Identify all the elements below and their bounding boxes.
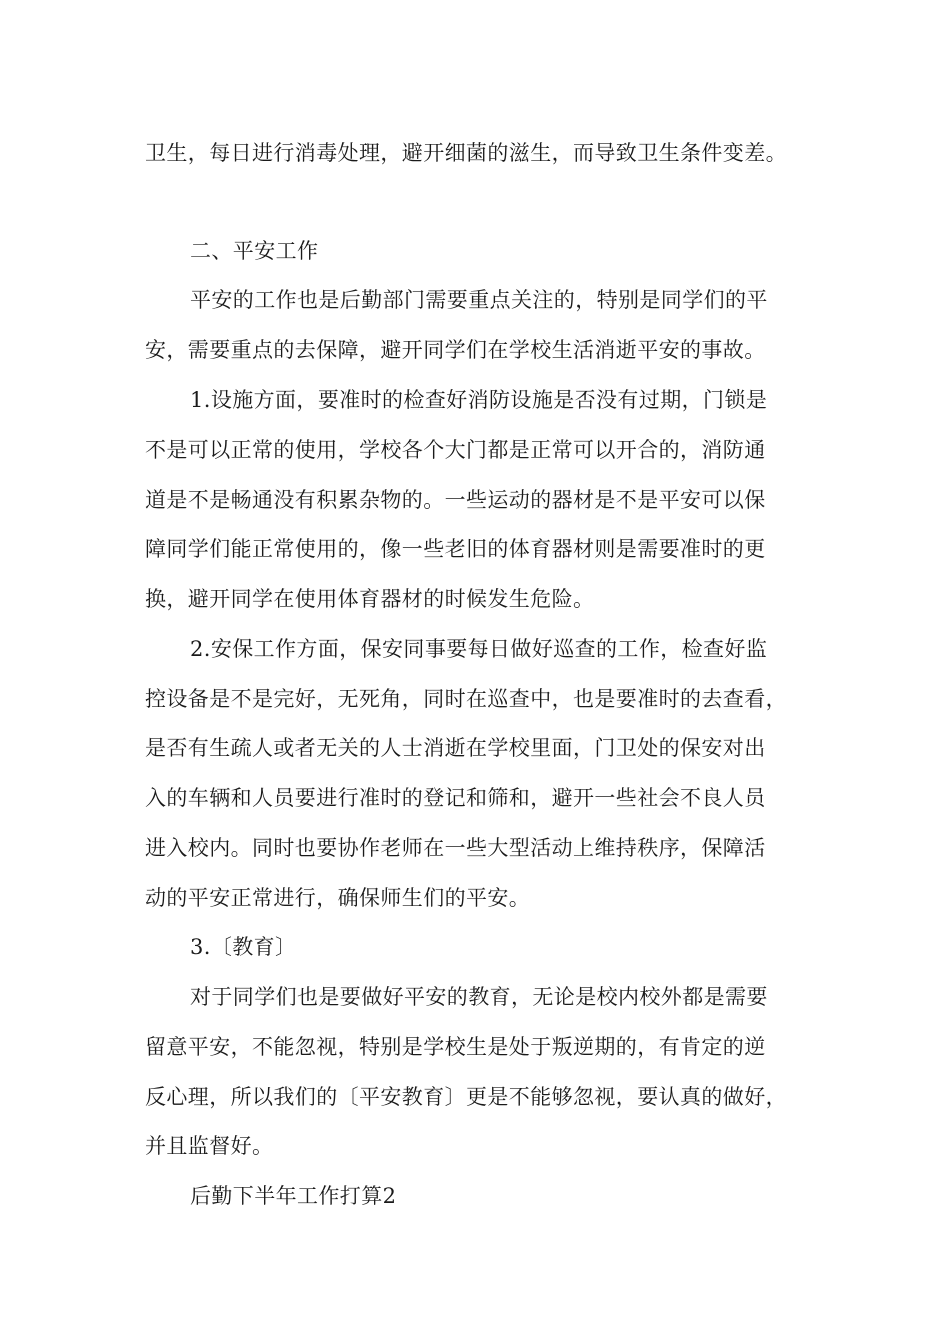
text-line: 换，避开同学在使用体育器材的时候发生危险。 xyxy=(145,587,595,611)
section-heading: 二、平安工作 xyxy=(190,239,319,263)
text-line: 并且监督好。 xyxy=(145,1134,274,1158)
text-line: 3.〔教育〕 xyxy=(190,935,297,959)
text-line: 2.安保工作方面，保安同事要每日做好巡查的工作，检查好监 xyxy=(190,637,768,661)
text-line: 不是可以正常的使用，学校各个大门都是正常可以开合的，消防通 xyxy=(145,438,766,462)
text-line: 障同学们能正常使用的，像一些老旧的体育器材则是需要准时的更 xyxy=(145,537,766,561)
text-line: 留意平安，不能忽视，特别是学校生是处于叛逆期的，有肯定的逆 xyxy=(145,1035,766,1059)
text-line: 1.设施方面，要准时的检查好消防设施是否没有过期，门锁是 xyxy=(190,388,768,412)
text-line: 是否有生疏人或者无关的人士消逝在学校里面，门卫处的保安对出 xyxy=(145,736,766,760)
text-line: 入的车辆和人员要进行准时的登记和筛和，避开一些社会不良人员 xyxy=(145,786,766,810)
text-line: 对于同学们也是要做好平安的教育，无论是校内校外都是需要 xyxy=(190,985,768,1009)
text-line: 反心理，所以我们的〔平安教育〕更是不能够忽视，要认真的做好， xyxy=(145,1085,787,1109)
section-heading: 后勤下半年工作打算2 xyxy=(190,1184,397,1208)
text-line: 进入校内。同时也要协作老师在一些大型活动上维持秩序，保障活 xyxy=(145,836,766,860)
text-line: 安，需要重点的去保障，避开同学们在学校生活消逝平安的事故。 xyxy=(145,338,766,362)
text-line: 平安的工作也是后勤部门需要重点关注的，特别是同学们的平 xyxy=(190,288,768,312)
text-line: 动的平安正常进行，确保师生们的平安。 xyxy=(145,886,531,910)
text-line: 卫生，每日进行消毒处理，避开细菌的滋生，而导致卫生条件变差。 xyxy=(145,141,787,165)
text-line: 道是不是畅通没有积累杂物的。一些运动的器材是不是平安可以保 xyxy=(145,488,766,512)
text-line: 控设备是不是完好，无死角，同时在巡查中，也是要准时的去查看， xyxy=(145,687,787,711)
